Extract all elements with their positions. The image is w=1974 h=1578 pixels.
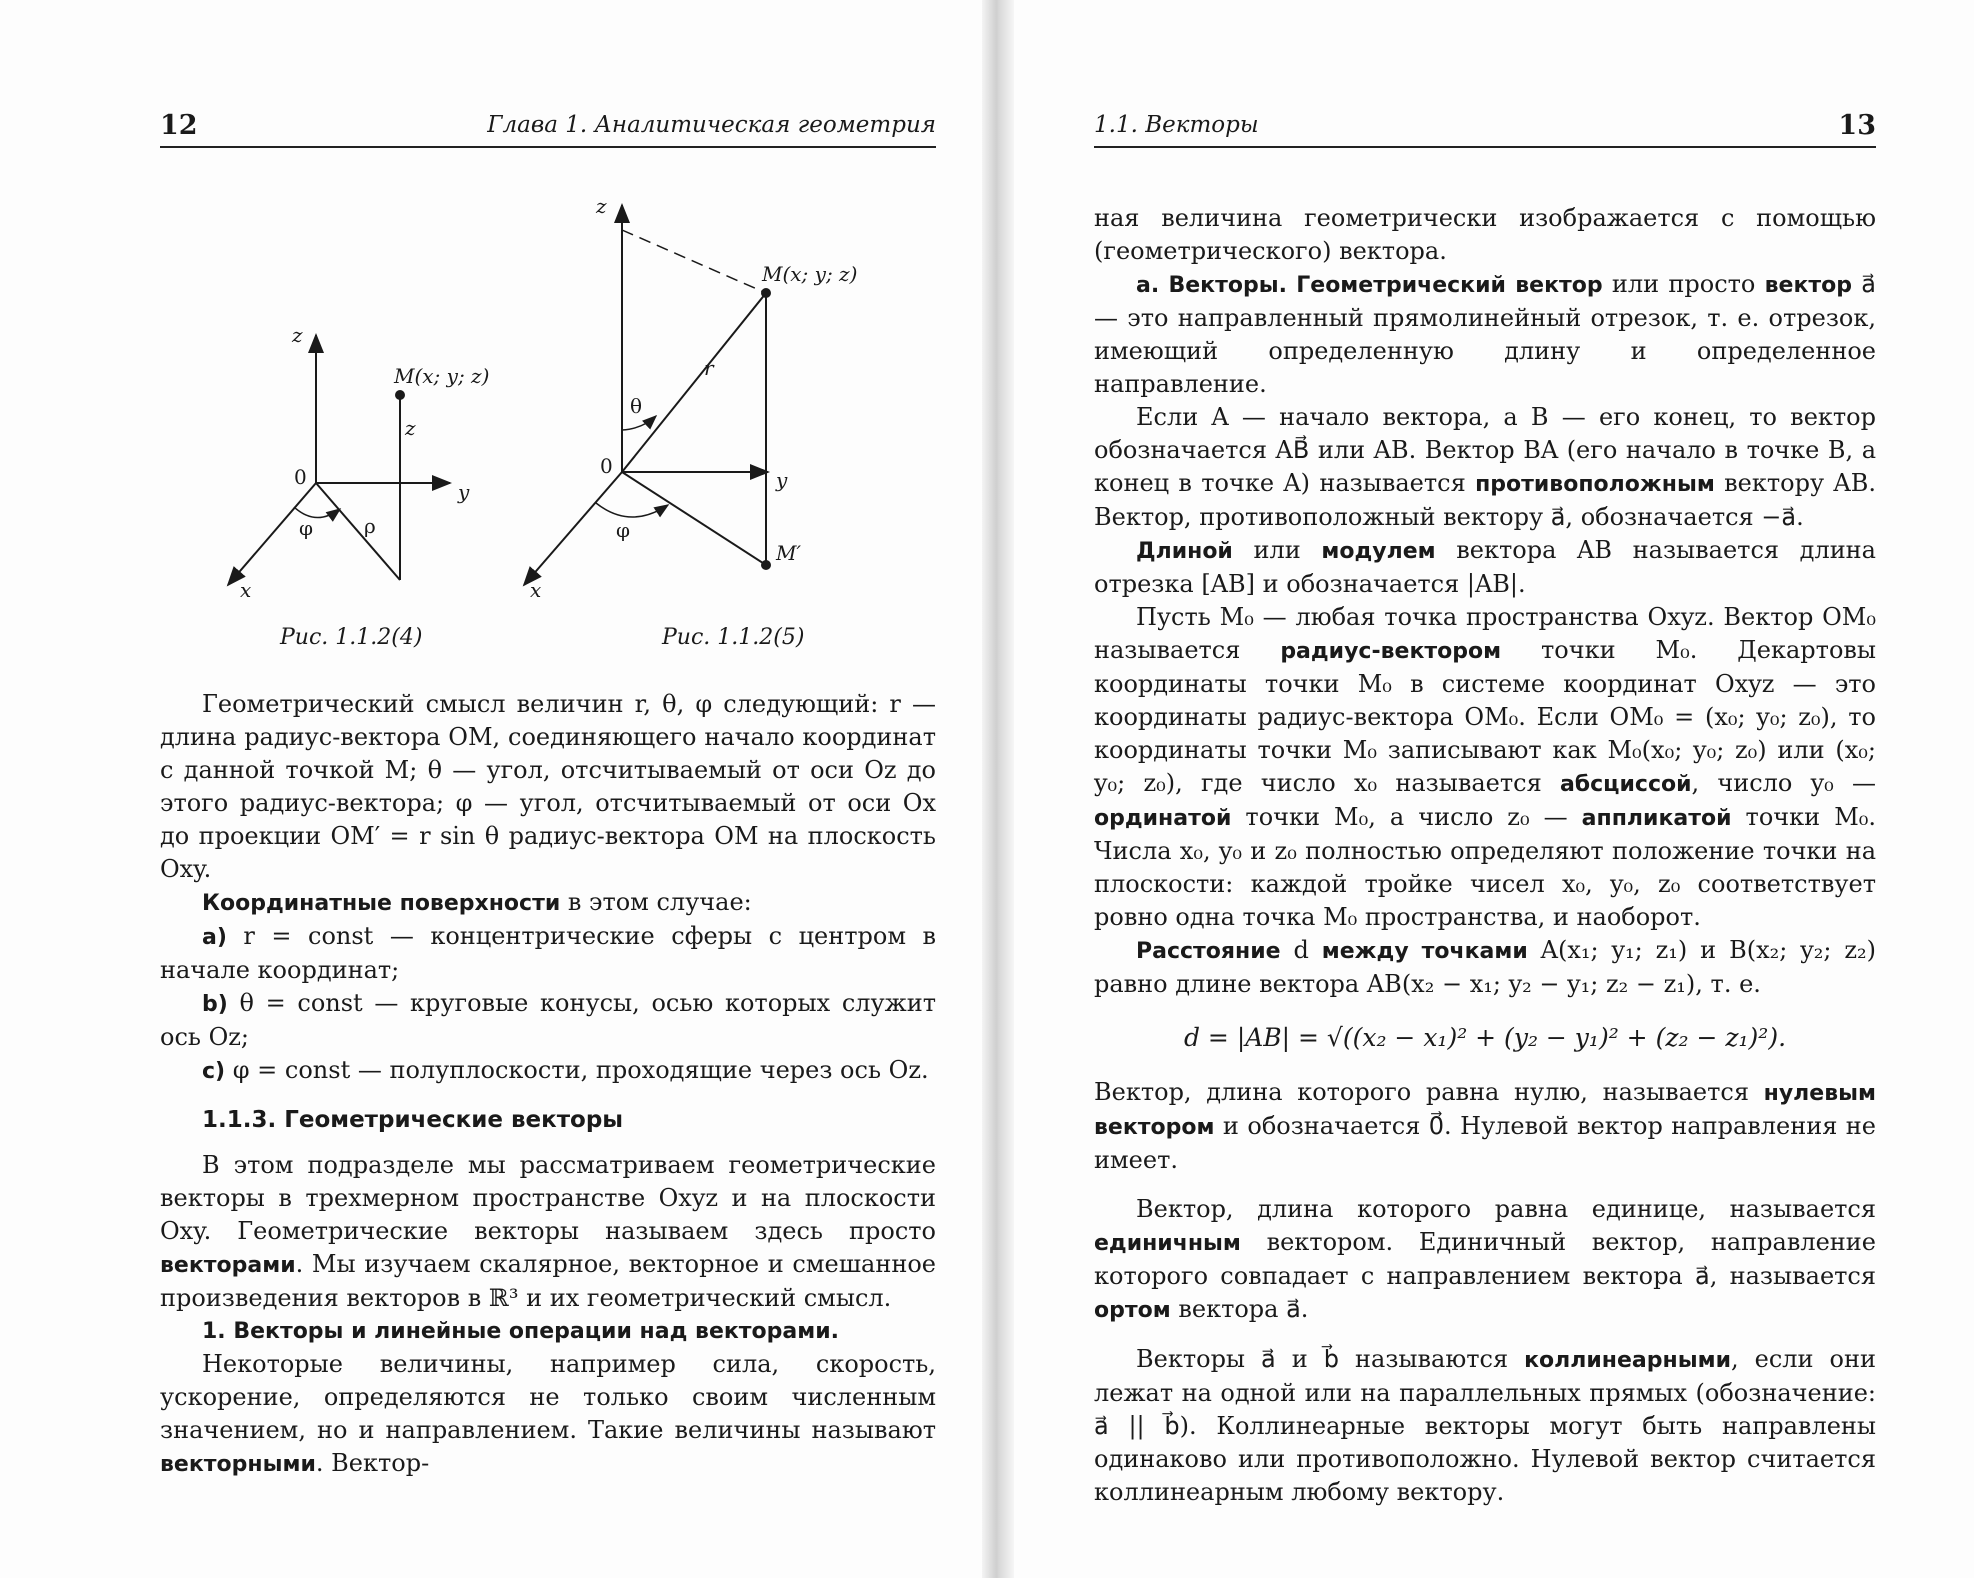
fig5-proj-label: M′: [776, 541, 802, 565]
text: вектора a⃗.: [1170, 1295, 1309, 1323]
fig4-axis-x: x: [240, 578, 252, 602]
term: абсциссой: [1559, 772, 1692, 797]
running-title: Глава 1. Аналитическая геометрия: [487, 112, 936, 138]
list-label: а): [202, 925, 227, 950]
text: d: [1280, 936, 1322, 964]
right-page: [1014, 0, 1974, 1578]
term: Координатные поверхности: [202, 891, 561, 916]
text: точки M₀, а число z₀ —: [1231, 803, 1582, 831]
text: вектору AB. Вектор, противоположный вектору a⃗, обозначается −a⃗.: [1094, 469, 1877, 531]
paragraph: [1094, 534, 1876, 601]
fig4-axis-z: z: [292, 323, 303, 347]
fig5-r-label: r: [704, 356, 714, 380]
text: Векторы a⃗ и b⃗ называются: [1136, 1345, 1525, 1373]
text: r = const — концентрические сферы с центром в начале координат;: [160, 922, 936, 984]
term: единичным: [1094, 1231, 1241, 1256]
right-body: [1094, 202, 1876, 1509]
text: . Мы изучаем скалярное, векторное и смешанное произведения векторов в ℝ³ и их геометрический смысл.: [160, 1250, 936, 1312]
left-running-header: [160, 108, 936, 148]
fig5-phi: φ: [616, 518, 631, 542]
left-page: [0, 0, 982, 1578]
term: радиус-вектором: [1280, 639, 1502, 664]
text: a⃗ — это направленный прямолинейный отрезок, т. е. отрезок, имеющий определенную длину и определенное направление.: [1094, 270, 1876, 398]
left-body: [160, 688, 936, 1481]
text: Некоторые величины, например сила, скорость, ускорение, определяются не только своим численным значением, но и направлением. Такие величины называют: [160, 1350, 936, 1444]
text: Вектор, длина которого равна единице, называется: [1136, 1195, 1876, 1223]
page-number: 12: [160, 110, 198, 141]
term: коллинеарными: [1524, 1348, 1732, 1373]
term: модулем: [1321, 539, 1436, 564]
text: и обозначается 0⃗. Нулевой вектор направления не имеет.: [1094, 1112, 1876, 1174]
fig5-point-label: M(x; y; z): [762, 262, 858, 286]
text: , число y₀ —: [1691, 769, 1876, 797]
paragraph: [160, 1348, 936, 1481]
fig4-point-label: M(x; y; z): [394, 364, 490, 388]
term: между точками: [1321, 939, 1528, 964]
list-item: [160, 920, 936, 987]
text: , если они лежат на одной или на параллельных прямых (обозначение: a⃗ || b⃗). Коллинеарные векторы могут быть направлены одинаково или противоположно. Нулевой вектор считается коллинеарным любому вектору.: [1094, 1345, 1876, 1506]
right-running-header: [1094, 108, 1876, 148]
term: векторами: [160, 1253, 296, 1278]
paragraph-label: а. Векторы.: [1136, 273, 1287, 298]
paragraph: [1094, 1076, 1876, 1177]
list-item: [160, 1054, 936, 1088]
fig4-axis-y: y: [458, 480, 470, 504]
text: Пусть M₀ — любая точка пространства Oxyz. Вектор OM₀ называется: [1094, 603, 1876, 664]
section-heading: 1.1.3. Геометрические векторы: [202, 1107, 624, 1133]
paragraph: [1094, 601, 1876, 934]
paragraph: [160, 1149, 936, 1315]
term: ординатой: [1094, 806, 1232, 831]
paragraph: [1094, 268, 1876, 401]
fig4-phi: φ: [299, 516, 314, 540]
fig4-rho: ρ: [364, 514, 376, 538]
paragraph: [160, 886, 936, 920]
text: вектора AB называется длина отрезка [AB] и обозначается |AB|.: [1094, 536, 1876, 598]
text: точки M₀. Декартовы координаты точки M₀ в системе координат Oxyz — это координаты радиус-вектора OM₀. Если OM₀ = (x₀; y₀; z₀), то координаты точки M₀ записывают как M₀(x₀; y₀; z₀) или (x₀; y₀; z₀), где число x₀ называется: [1094, 636, 1876, 797]
text: Вектор, длина которого равна нулю, называется: [1094, 1078, 1764, 1106]
text: φ = const — полуплоскости, проходящие через ось Oz.: [225, 1056, 929, 1084]
fig5-axis-z: z: [596, 194, 607, 218]
fig5-axis-y: y: [776, 468, 788, 492]
text: Если A — начало вектора, а B — его конец, то вектор обозначается AB⃗ или AB. Вектор BA (его начало в точке B, а конец в точке A) называется: [1094, 403, 1876, 497]
subsection-heading: 1. Векторы и линейные операции над векторами.: [202, 1319, 840, 1344]
paragraph: Геометрический смысл величин r, θ, φ следующий: r — длина радиус-вектора OM, соединяющего начало координат с данной точкой M; θ — угол, отсчитываемый от оси Oz до этого радиус-вектора; φ — угол, отсчитываемый от оси Ox до проекции OM′ = r sin θ радиус-вектора OM на плоскость Oxy.: [160, 690, 936, 883]
term: вектор: [1764, 273, 1853, 298]
paragraph: [1094, 1193, 1876, 1327]
term: аппликатой: [1581, 806, 1732, 831]
text: θ = const — круговые конусы, осью которых служит ось Oz;: [160, 989, 936, 1051]
distance-formula: d = |AB| = √((x₂ − x₁)² + (y₂ − y₁)² + (z₂ − z₁)²).: [1183, 1023, 1787, 1052]
term: Геометрический вектор: [1296, 273, 1603, 298]
figures-spherical-coords: [200, 185, 900, 665]
list-item: [160, 987, 936, 1054]
text: В этом подразделе мы рассматриваем геометрические векторы в трехмерном пространстве Oxyz и на плоскости Oxy. Геометрические векторы называем здесь просто: [160, 1151, 936, 1245]
fig5-axis-x: x: [530, 578, 542, 602]
book-gutter: [982, 0, 1014, 1578]
page-number: 13: [1838, 110, 1876, 141]
fig4-origin: 0: [294, 465, 307, 489]
text: вектором. Единичный вектор, направление которого совпадает с направлением вектора a⃗, называется: [1094, 1228, 1876, 1290]
figure-1-1-2-4: [228, 323, 489, 602]
paragraph: [1094, 934, 1876, 1001]
text: . Вектор-: [315, 1449, 430, 1477]
text: или: [1232, 536, 1322, 564]
fig4-caption: Рис. 1.1.2(4): [280, 625, 423, 650]
paragraph: [1094, 1343, 1876, 1509]
term: ортом: [1094, 1298, 1171, 1323]
list-label: c): [202, 1059, 226, 1084]
list-label: b): [202, 992, 228, 1017]
fig4-z-label: z: [405, 416, 416, 440]
paragraph: [1094, 401, 1876, 534]
fig5-origin: 0: [600, 454, 613, 478]
term: векторными: [160, 1452, 316, 1477]
text: точки M₀. Числа x₀, y₀ и z₀ полностью определяют положение точки на плоскости: каждой тройке чисел x₀, y₀, z₀ соответствует ровно одна точка M₀ пространства, и наоборот.: [1094, 803, 1877, 931]
figure-1-1-2-5: [524, 194, 857, 602]
text: A(x₁; y₁; z₁) и B(x₂; y₂; z₂) равно длине вектора AB(x₂ − x₁; y₂ − y₁; z₂ − z₁), т. е.: [1094, 936, 1876, 998]
text: или просто: [1602, 270, 1765, 298]
term: противоположным: [1475, 472, 1715, 497]
term: Длиной: [1136, 539, 1233, 564]
paragraph: ная величина геометрически изображается с помощью (геометрического) вектора.: [1094, 204, 1876, 265]
text: в этом случае:: [560, 888, 752, 916]
fig5-theta: θ: [630, 394, 643, 418]
running-title: 1.1. Векторы: [1094, 112, 1259, 138]
term: нулевым вектором: [1094, 1081, 1876, 1140]
term: Расстояние: [1136, 939, 1281, 964]
fig5-caption: Рис. 1.1.2(5): [662, 625, 805, 650]
